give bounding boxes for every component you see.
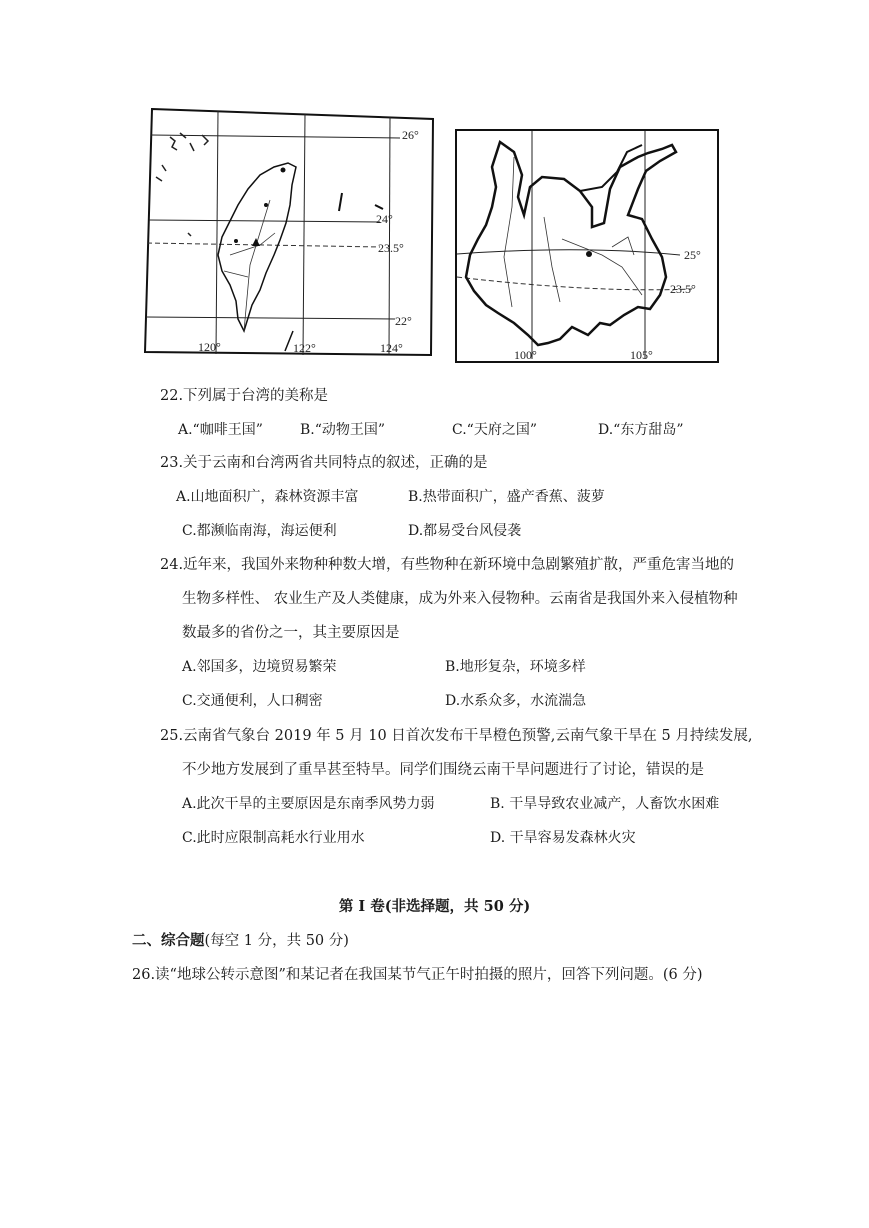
question-25-stem-line-2: 不少地方发展到了重旱甚至特旱。同学们围绕云南干旱问题进行了讨论，错误的是 — [182, 762, 704, 778]
question-23-stem: 23.关于云南和台湾两省共同特点的叙述，正确的是 — [160, 455, 488, 471]
question-24-stem-line-2: 生物多样性、 农业生产及人类健康，成为外来入侵物种。云南省是我国外来入侵植物种 — [182, 591, 738, 607]
question-22-stem: 22.下列属于台湾的美称是 — [160, 388, 329, 404]
question-24-stem-line-1: 24.近年来，我国外来物种种数大增，有些物种在新环境中急剧繁殖扩散，严重危害当地的 — [160, 557, 735, 573]
question-25-option-a: A.此次干旱的主要原因是东南季风势力弱 — [182, 796, 435, 812]
question-22-option-a: A.“咖啡王国” — [178, 422, 263, 438]
yunnan-map — [452, 127, 722, 367]
part2-heading — [132, 931, 349, 951]
section-title: 第 I 卷(非选择题，共 50 分) — [338, 898, 531, 915]
lat-label-26: 26° — [402, 128, 419, 142]
lat-label-24: 24° — [376, 212, 393, 226]
question-25-option-c: C.此时应限制高耗水行业用水 — [182, 830, 365, 846]
question-24-option-b: B.地形复杂，环境多样 — [445, 659, 586, 675]
question-23-option-a: A.山地面积广，森林资源丰富 — [176, 489, 359, 505]
question-24-option-c: C.交通便利，人口稠密 — [182, 693, 323, 709]
question-22-option-b: B.“动物王国” — [300, 422, 386, 438]
lon-label-122: 122° — [293, 341, 316, 355]
question-25-option-d: D. 干旱容易发森林火灾 — [490, 830, 636, 846]
lon-label-124: 124° — [380, 341, 403, 355]
question-24-option-d: D.水系众多，水流湍急 — [445, 693, 587, 709]
question-23-option-c: C.都濒临南海，海运便利 — [182, 523, 337, 539]
question-23-option-b: B.热带面积广，盛产香蕉、菠萝 — [408, 489, 605, 505]
question-25-stem-line-1: 25.云南省气象台 2019 年 5 月 10 日首次发布干旱橙色预警,云南气象干旱在 5 月持续发展, — [160, 728, 753, 744]
question-23-option-d: D.都易受台风侵袭 — [408, 523, 522, 539]
lon-label-120: 120° — [198, 340, 221, 354]
lat-label-25: 25° — [684, 248, 701, 262]
part2-heading-title: 二、综合题 — [132, 932, 205, 949]
lat-label-23-5: 23.5° — [378, 241, 404, 255]
part2-heading-note: (每空 1 分，共 50 分) — [204, 933, 349, 949]
lon-label-105: 105° — [630, 348, 653, 362]
taiwan-map — [140, 105, 440, 360]
question-22-option-d: D.“东方甜岛” — [598, 422, 684, 438]
question-25-option-b: B. 干旱导致农业减产，人畜饮水困难 — [490, 796, 720, 812]
question-22-option-c: C.“天府之国” — [452, 422, 537, 438]
lon-label-100: 100° — [514, 348, 537, 362]
lat-label-22: 22° — [395, 314, 412, 328]
question-26-stem: 26.读“地球公转示意图”和某记者在我国某节气正午时拍摄的照片，回答下列问题。(6 分) — [132, 967, 703, 983]
question-24-option-a: A.邻国多，边境贸易繁荣 — [182, 659, 337, 675]
question-24-stem-line-3: 数最多的省份之一，其主要原因是 — [182, 625, 400, 641]
lat-label-23-5: 23.5° — [670, 282, 696, 296]
